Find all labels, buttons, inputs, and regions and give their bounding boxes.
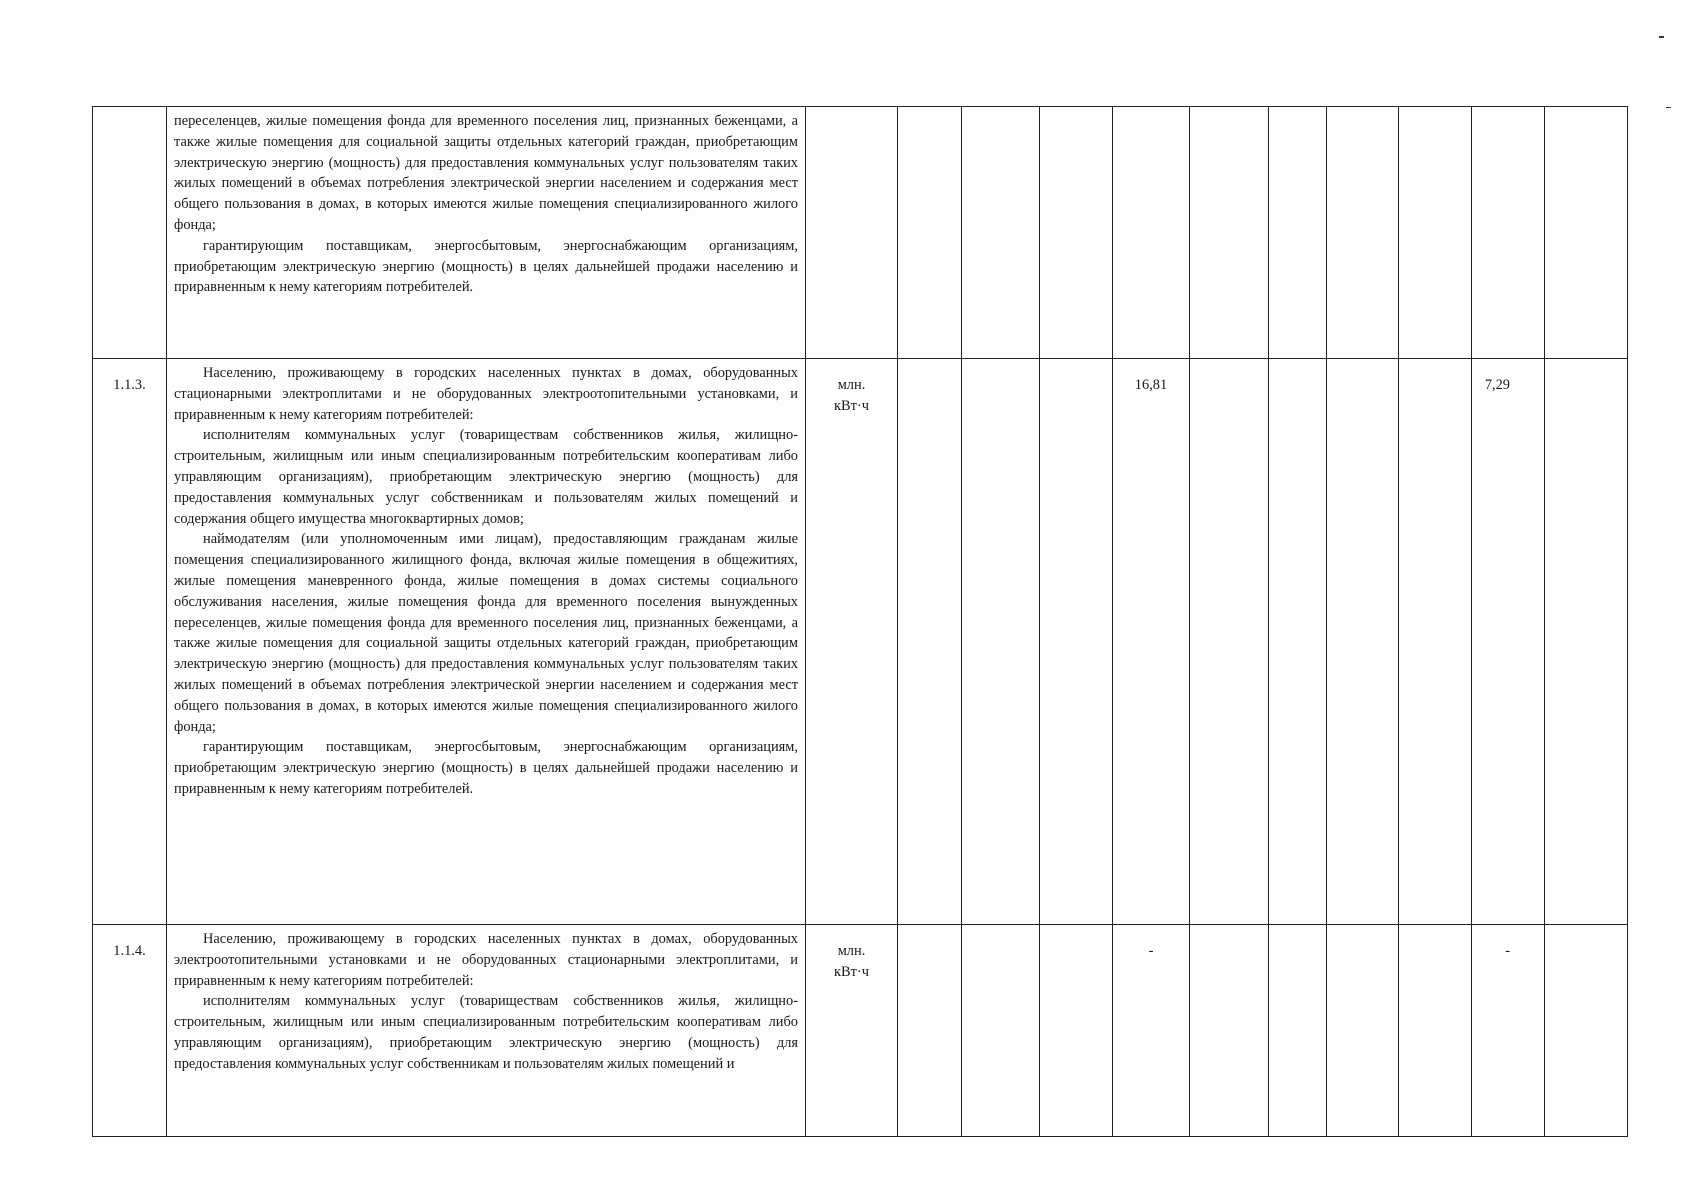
value-cell-6 [1269,107,1327,359]
value-cell-9: - [1472,925,1545,1137]
row-description [167,107,806,359]
scan-speck [1666,107,1671,108]
value-cell-7 [1327,107,1399,359]
value-cell-8 [1399,925,1472,1137]
table-row [93,359,1628,925]
row-description [167,359,806,925]
value-cell-4: - [1113,925,1190,1137]
value-cell-4 [1113,107,1190,359]
unit-cell [806,107,898,359]
value-cell-10 [1545,107,1628,359]
value-cell-2 [962,359,1040,925]
value-cell-1 [898,107,962,359]
value-cell-3 [1040,107,1113,359]
value-cell-10 [1545,925,1628,1137]
row-number: 1.1.4. [93,925,167,1137]
description-paragraph: гарантирующим поставщикам, энергосбытовым, энергоснабжающим организациям, приобретающим электрическую энергию (мощность) в целях дальнейшей продажи населению и приравненным к нему категориям потребителей. [174,237,798,296]
row-description [167,925,806,1137]
row-number: 1.1.3. [93,359,167,925]
description-paragraph: Населению, проживающему в городских населенных пунктах в домах, оборудованных стационарными электроплитами и не оборудованных электроотопительными установками, и приравненным к нему категориям потребителей: [174,365,798,423]
scan-speck [1659,36,1664,38]
description-paragraph: Населению, проживающему в городских населенных пунктах в домах, оборудованных электроотопительными установками и не оборудованных стационарными электроплитами, и приравненным к нему категориям потребителей: [174,931,798,989]
value-cell-9 [1472,107,1545,359]
value-cell-8 [1399,107,1472,359]
value-cell-3 [1040,359,1113,925]
value-cell-1 [898,925,962,1137]
value-cell-6 [1269,925,1327,1137]
value-cell-5 [1190,359,1269,925]
value-cell-7 [1327,359,1399,925]
unit-text: кВт·ч [834,397,869,414]
unit-text: млн. [837,943,866,959]
description-paragraph: гарантирующим поставщикам, энергосбытовым, энергоснабжающим организациям, приобретающим электрическую энергию (мощность) в целях дальнейшей продажи населению и приравненным к нему категориям потребителей. [174,739,798,797]
value-cell-7 [1327,925,1399,1137]
unit-cell [806,925,898,1137]
unit-text: млн. [837,377,866,393]
value-cell-6 [1269,359,1327,925]
value-cell-10 [1545,359,1628,925]
table-row [93,925,1628,1137]
unit-text: кВт·ч [834,963,869,980]
value-cell-1 [898,359,962,925]
row-number [93,107,167,359]
value-cell-2 [962,107,1040,359]
description-paragraph: переселенцев, жилые помещения фонда для временного поселения лиц, признанных беженцами, а также жилые помещения для социальной защиты отдельных категорий граждан, приобретающим электрическую энергию (мощность) для предоставления коммунальных услуг пользователям таких жилых помещений в объемах потребления электрической энергии населением и содержания мест общего пользования в домах, в которых имеются жилые помещения специализированного жилого фонда; [174,113,798,233]
table-row [93,107,1628,359]
description-paragraph: исполнителям коммунальных услуг (товариществам собственников жилья, жилищно-строительным, жилищным или иным специализированным потребительским кооперативам либо управляющим организациям), приобретающим электрическую энергию (мощность) для предоставления коммунальных услуг собственникам и пользователям жилых помещений и содержания общего имущества многоквартирных домов; [174,427,798,527]
value-cell-5 [1190,925,1269,1137]
value-cell-9: 7,29 [1472,359,1545,925]
tariff-table [92,106,1628,1137]
value-cell-5 [1190,107,1269,359]
unit-cell [806,359,898,925]
description-paragraph: наймодателям (или уполномоченным ими лицам), предоставляющим гражданам жилые помещения специализированного жилищного фонда, включая жилые помещения в общежитиях, жилые помещения маневренного фонда, жилые помещения в домах системы социального обслуживания населения, жилые помещения фонда для временного поселения вынужденных переселенцев, жилые помещения фонда для временного поселения лиц, признанных беженцами, а также жилые помещения для социальной защиты отдельных категорий граждан, приобретающим электрическую энергию (мощность) для предоставления коммунальных услуг пользователям таких жилых помещений в объемах потребления электрической энергии населением и содержания мест общего пользования в домах, в которых имеются жилые помещения специализированного жилого фонда; [174,531,798,735]
value-cell-8 [1399,359,1472,925]
value-cell-2 [962,925,1040,1137]
value-cell-4: 16,81 [1113,359,1190,925]
description-paragraph: исполнителям коммунальных услуг (товариществам собственников жилья, жилищно-строительным, жилищным или иным специализированным потребительским кооперативам либо управляющим организациям), приобретающим электрическую энергию (мощность) для предоставления коммунальных услуг собственникам и пользователям жилых помещений и [174,993,798,1072]
value-cell-3 [1040,925,1113,1137]
